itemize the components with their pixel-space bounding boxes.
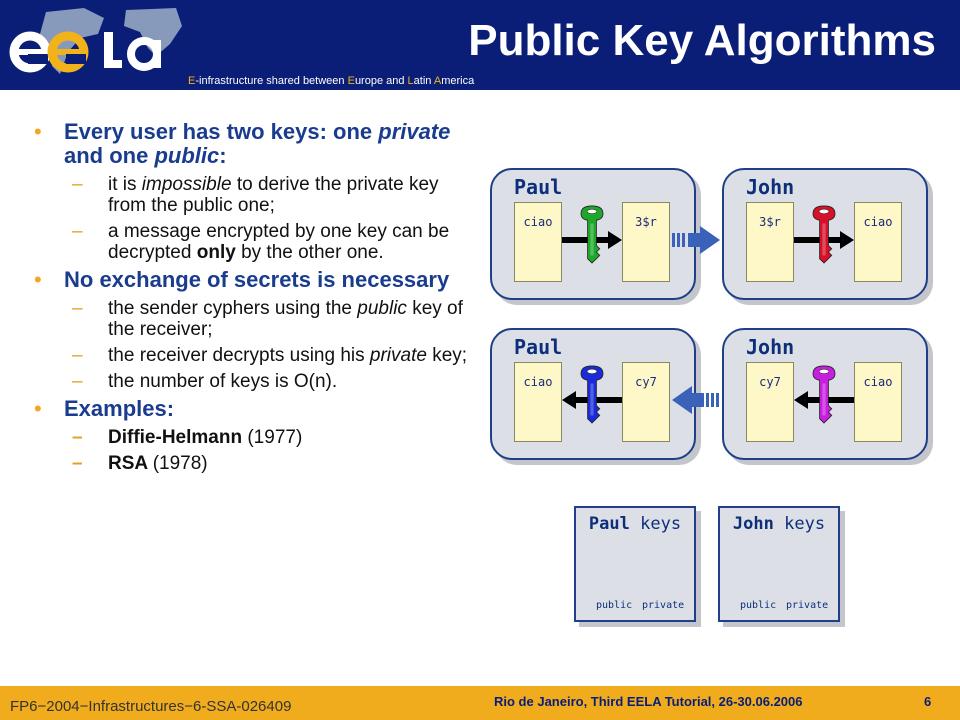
public-key-label: public (740, 600, 777, 611)
footer-bar (0, 686, 960, 720)
bullet-text: : (219, 143, 227, 168)
bullet-text: key; (426, 345, 468, 366)
bullet-text: the receiver decrypts using his (108, 345, 370, 366)
page-number: 6 (924, 694, 932, 709)
dash-marker: – (72, 453, 83, 474)
bullet-text: No exchange of secrets is necessary (64, 267, 450, 292)
dash-marker: – (72, 298, 83, 319)
page-title: Public Key Algorithms (468, 16, 936, 65)
panel-name-label: Paul (514, 335, 563, 359)
private-key-label: private (642, 600, 685, 611)
bullet-text: a message encrypted by one key can be decrypted (108, 221, 450, 263)
message-box: cy7 (746, 362, 794, 442)
bullet-text: by the other one. (235, 242, 384, 263)
panel-name-label: Paul (514, 175, 563, 199)
send-arrow-head (672, 386, 692, 414)
tagline-segment: A (433, 75, 442, 87)
decrypt-arrow-shaft (574, 397, 622, 403)
tagline-segment: urope and (354, 75, 408, 87)
send-arrow-tick (711, 393, 714, 407)
project-code: FP6−2004−Infrastructures−6-SSA-026409 (10, 698, 292, 715)
dash-marker: – (72, 221, 83, 242)
blue-key-hole (587, 369, 597, 373)
bullet-marker: • (34, 267, 42, 292)
bullet-text: to derive the private key from the public one; (108, 174, 439, 216)
paul-keys-title (576, 514, 694, 534)
bullet-text: private (378, 119, 451, 144)
green-key (581, 206, 603, 263)
magenta-key-hole (819, 369, 829, 373)
green-key-highlight (590, 224, 593, 256)
decrypt-arrow-shaft (794, 237, 842, 243)
bullet-text: (1978) (152, 453, 208, 474)
message-box: 3$r (622, 202, 670, 282)
encrypt-arrow-head (608, 231, 622, 249)
red-key-hole (819, 209, 829, 213)
key-owner-label: Paul (588, 514, 630, 534)
message-box: ciao (854, 362, 902, 442)
encrypt-arrow-head (794, 391, 808, 409)
keys-word: keys (629, 514, 682, 534)
send-arrow (672, 386, 719, 414)
send-arrow-shaft (688, 233, 702, 247)
tagline-segment: -infrastructure shared between (195, 75, 348, 87)
john-keys-panel (718, 506, 840, 622)
magenta-key (813, 366, 835, 423)
public-key-label: public (596, 600, 633, 611)
send-arrow-head (700, 226, 720, 254)
magenta-key-highlight (822, 384, 825, 416)
event-info: Rio de Janeiro, Third EELA Tutorial, 26-30.06.2006 (494, 694, 803, 709)
decrypt-arrow-head (840, 231, 854, 249)
panel-name-label: John (746, 335, 795, 359)
bullet-text: Every user has two keys: one (64, 119, 379, 144)
bullet-text: private (369, 345, 427, 366)
bullet-text: public (357, 298, 407, 319)
send-arrow-tick (672, 233, 675, 247)
panel-name-label: John (746, 175, 795, 199)
green-key-hole (587, 209, 597, 213)
send-arrow-tick (716, 393, 719, 407)
private-key-label: private (786, 600, 829, 611)
key-owner-label: John (732, 514, 774, 534)
dash-marker: – (72, 345, 83, 366)
bullet-text: impossible (141, 174, 232, 195)
bullet-text: only (196, 242, 236, 263)
bullet-text: the number of keys is O(n). (108, 371, 338, 392)
message-box: ciao (514, 202, 562, 282)
blue-key-highlight (590, 384, 593, 416)
send-arrow-shaft (690, 393, 704, 407)
bullet-text: Diffie-Helmann (108, 427, 248, 448)
send-arrow (672, 226, 720, 254)
message-box: ciao (514, 362, 562, 442)
blue-key (581, 366, 603, 423)
tagline-segment: L (407, 75, 414, 87)
message-box: 3$r (746, 202, 794, 282)
bullet-text: it is (108, 174, 142, 195)
bullet-text: and one (64, 143, 155, 168)
bullet-marker: • (34, 119, 42, 144)
dash-marker: – (72, 174, 83, 195)
bullet-text: Examples: (64, 396, 175, 421)
bullet-marker: • (34, 396, 42, 421)
send-arrow-tick (706, 393, 709, 407)
red-key-highlight (822, 224, 825, 256)
message-box: ciao (854, 202, 902, 282)
send-arrow-tick (682, 233, 685, 247)
tagline-segment: E (347, 75, 355, 87)
dash-marker: – (72, 427, 83, 448)
tagline-segment: merica (441, 75, 475, 87)
encrypt-arrow-shaft (562, 237, 610, 243)
message-box: cy7 (622, 362, 670, 442)
send-arrow-tick (677, 233, 680, 247)
bullet-text: public (154, 143, 220, 168)
bullet-text: (1977) (247, 427, 303, 448)
encrypt-arrow-shaft (806, 397, 854, 403)
tagline-segment: atin (413, 75, 434, 87)
paul-keys-panel (574, 506, 696, 622)
keys-word: keys (773, 514, 826, 534)
bullet-text: the sender cyphers using the (108, 298, 358, 319)
decrypt-arrow-head (562, 391, 576, 409)
tagline-segment: E (188, 75, 196, 87)
dash-marker: – (72, 371, 83, 392)
bullet-text: key of the receiver; (108, 298, 463, 340)
bullet-text: RSA (108, 453, 153, 474)
red-key (813, 206, 835, 263)
john-keys-title (720, 514, 838, 534)
